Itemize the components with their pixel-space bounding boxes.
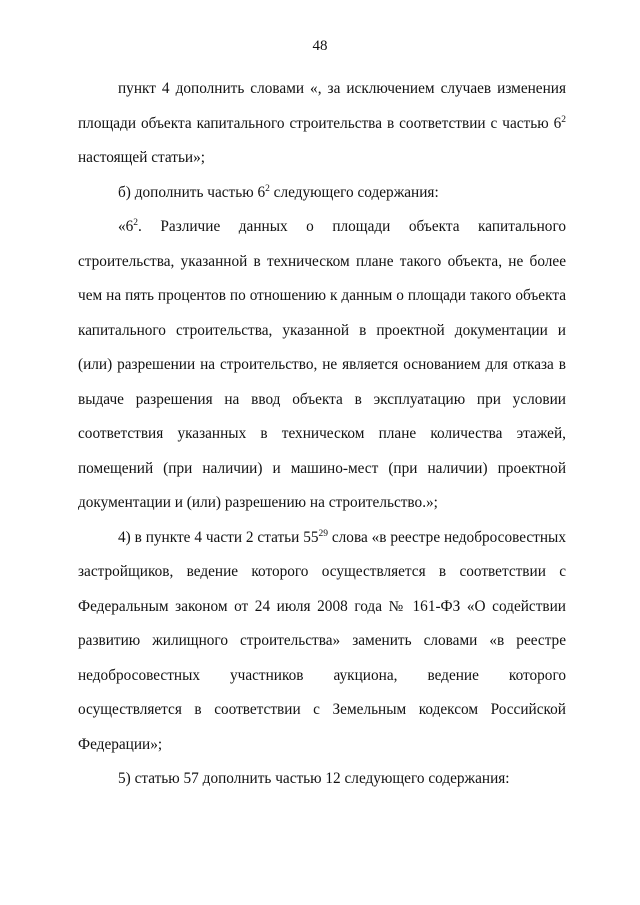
paragraph-2-text-end: следующего содержания:	[269, 183, 439, 201]
paragraph-3-text: «6	[118, 218, 134, 235]
paragraph-4-text: 4) в пункте 4 части 2 статьи 55	[118, 528, 319, 546]
document-body	[78, 72, 566, 797]
paragraph-4	[78, 521, 566, 763]
paragraph-1-text-end: настоящей статьи»;	[78, 149, 206, 166]
paragraph-2-text: б) дополнить частью 6	[118, 183, 266, 201]
paragraph-3-text-end: . Различие данных о площади объекта капитального строительства, указанной в техническом плане такого объекта, не более чем на пять процентов по отношению к данным о площади такого объекта капитального строительства, указанной в проектной документации и (или) разрешении на строительство, не является основанием для отказа в выдаче разрешения на ввод объекта в эксплуатацию при условии соответствия указанных в техническом плане количества этажей, помещений (при наличии) и машино-мест (при наличии) проектной документации и (или) разрешению на строительство.»;	[78, 218, 566, 511]
page-number: 48	[312, 38, 328, 54]
superscript: 2	[265, 183, 270, 194]
paragraph-4-text-end: слова «в реестре недобросовестных застройщиков, ведение которого осуществляется в соответствии с Федеральным законом от 24 июля 2008 года № 161-ФЗ «О содействии развитию жилищного строительства» заменить словами «в реестре недобросовестных участников аукциона, ведение которого осуществляется в соответствии с Земельным кодексом Российской Федерации»;	[78, 528, 566, 753]
paragraph-3	[78, 210, 566, 521]
superscript: 29	[318, 528, 328, 539]
paragraph-2	[78, 176, 566, 211]
paragraph-5: 5) статью 57 дополнить частью 12 следующего содержания:	[118, 770, 510, 787]
paragraph-1	[78, 72, 566, 176]
paragraph-1-text: пункт 4 дополнить словами «, за исключением случаев изменения площади объекта капитального строительства в соответствии с частью 6	[78, 80, 566, 132]
superscript: 2	[133, 218, 139, 228]
superscript: 2	[561, 114, 566, 125]
